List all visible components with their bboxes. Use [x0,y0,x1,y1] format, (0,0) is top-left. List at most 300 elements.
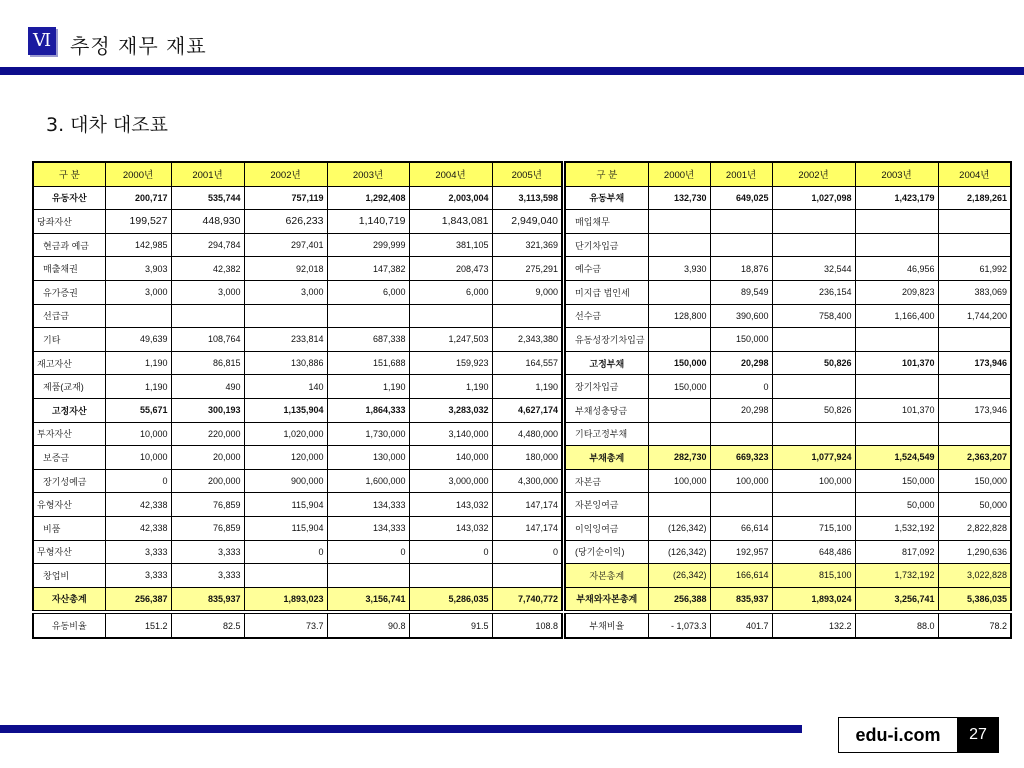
value-cell: 2,003,004 [409,186,492,210]
value-cell: 108.8 [492,612,562,638]
value-cell [492,304,562,328]
chapter-badge: Ⅵ [28,27,56,55]
row-label: 고정부채 [565,351,648,375]
table-row [565,446,1011,470]
value-cell: 86,815 [171,351,244,375]
value-cell: 1,077,924 [772,446,855,470]
value-cell: 1,524,549 [855,446,938,470]
value-cell: 180,000 [492,446,562,470]
value-cell [855,210,938,234]
value-cell: 835,937 [710,587,772,612]
column-header: 2004년 [938,162,1011,186]
row-label: 부채성충당금 [565,398,648,422]
value-cell: 73.7 [244,612,327,638]
value-cell: 900,000 [244,469,327,493]
value-cell: 715,100 [772,516,855,540]
ratio-row [33,612,562,638]
row-label: 매입채무 [565,210,648,234]
value-cell: 297,401 [244,233,327,257]
site-label: edu-i.com [838,717,958,753]
value-cell [648,328,710,352]
value-cell: 9,000 [492,280,562,304]
value-cell: 82.5 [171,612,244,638]
table-row [33,493,562,517]
footer-divider [0,725,802,733]
value-cell: 817,092 [855,540,938,564]
value-cell [772,422,855,446]
value-cell: 159,923 [409,351,492,375]
table-row [565,257,1011,281]
column-header: 2000년 [648,162,710,186]
row-label: 재고자산 [33,351,105,375]
value-cell [938,210,1011,234]
value-cell: 256,387 [105,587,171,612]
value-cell: 10,000 [105,422,171,446]
value-cell [710,422,772,446]
value-cell [855,233,938,257]
row-label: 이익잉여금 [565,516,648,540]
value-cell [105,304,171,328]
liabilities-table [564,161,1012,639]
value-cell: 282,730 [648,446,710,470]
value-cell: 134,333 [327,493,409,517]
value-cell [772,233,855,257]
value-cell: 100,000 [710,469,772,493]
row-label: 장기차입금 [565,375,648,399]
table-row [565,516,1011,540]
value-cell: 200,000 [171,469,244,493]
header-row [565,162,1011,186]
value-cell: 2,949,040 [492,210,562,234]
value-cell [327,304,409,328]
value-cell: 150,000 [648,375,710,399]
value-cell: 0 [327,540,409,564]
value-cell: 134,333 [327,516,409,540]
value-cell: 1,190 [492,375,562,399]
value-cell: 687,338 [327,328,409,352]
value-cell: 299,999 [327,233,409,257]
row-label: 미지급 법인세 [565,280,648,304]
value-cell: 128,800 [648,304,710,328]
value-cell: 10,000 [105,446,171,470]
table-row [565,351,1011,375]
table-row [565,210,1011,234]
value-cell: 300,193 [171,398,244,422]
row-label: (당기순이익) [565,540,648,564]
value-cell: 3,156,741 [327,587,409,612]
table-row [565,186,1011,210]
value-cell: 151.2 [105,612,171,638]
column-header: 구 분 [565,162,648,186]
value-cell: 6,000 [409,280,492,304]
value-cell: 4,300,000 [492,469,562,493]
column-header: 2005년 [492,162,562,186]
value-cell: 1,843,081 [409,210,492,234]
value-cell: 490 [171,375,244,399]
value-cell: 20,000 [171,446,244,470]
table-row [565,375,1011,399]
value-cell: 294,784 [171,233,244,257]
row-label: 선급금 [33,304,105,328]
value-cell: 815,100 [772,564,855,588]
value-cell: 200,717 [105,186,171,210]
row-label: 현금과 예금 [33,233,105,257]
row-label: 유동부채 [565,186,648,210]
value-cell: 383,069 [938,280,1011,304]
value-cell: 1,732,192 [855,564,938,588]
value-cell [171,304,244,328]
value-cell: 0 [710,375,772,399]
row-label: 기타 [33,328,105,352]
value-cell: 49,639 [105,328,171,352]
value-cell: 100,000 [772,469,855,493]
value-cell: 150,000 [648,351,710,375]
table-row [33,422,562,446]
table-row [33,446,562,470]
value-cell: 147,382 [327,257,409,281]
value-cell: 1,744,200 [938,304,1011,328]
value-cell: (126,342) [648,516,710,540]
ratio-row [565,612,1011,638]
value-cell: 108,764 [171,328,244,352]
value-cell: 256,388 [648,587,710,612]
value-cell [648,233,710,257]
row-label: 부채비율 [565,612,648,638]
column-header: 2003년 [327,162,409,186]
value-cell: 20,298 [710,351,772,375]
value-cell: 192,957 [710,540,772,564]
value-cell: 142,985 [105,233,171,257]
value-cell: 209,823 [855,280,938,304]
table-row [33,257,562,281]
value-cell: 76,859 [171,493,244,517]
value-cell: 535,744 [171,186,244,210]
row-label: 유동자산 [33,186,105,210]
header-row [33,162,562,186]
value-cell: 32,544 [772,257,855,281]
value-cell: 208,473 [409,257,492,281]
value-cell [855,328,938,352]
row-label: 유동비율 [33,612,105,638]
value-cell: 3,000 [171,280,244,304]
table-row [565,587,1011,612]
value-cell: 2,822,828 [938,516,1011,540]
value-cell: 150,000 [710,328,772,352]
value-cell: 173,946 [938,398,1011,422]
value-cell: 3,333 [105,540,171,564]
table-row [565,564,1011,588]
value-cell: 50,826 [772,351,855,375]
value-cell: 1,893,024 [772,587,855,612]
value-cell: 151,688 [327,351,409,375]
value-cell [648,398,710,422]
value-cell: (126,342) [648,540,710,564]
value-cell: 390,600 [710,304,772,328]
value-cell: 1,292,408 [327,186,409,210]
value-cell: 143,032 [409,493,492,517]
value-cell: 55,671 [105,398,171,422]
row-label: 자산총계 [33,587,105,612]
value-cell: 321,369 [492,233,562,257]
value-cell: 1,600,000 [327,469,409,493]
table-row [33,375,562,399]
value-cell: 236,154 [772,280,855,304]
value-cell: 1,027,098 [772,186,855,210]
table-row [33,304,562,328]
value-cell: 1,190 [105,351,171,375]
value-cell: 166,614 [710,564,772,588]
row-label: 자본총계 [565,564,648,588]
value-cell: 381,105 [409,233,492,257]
table-row [33,398,562,422]
value-cell: 46,956 [855,257,938,281]
value-cell: 3,930 [648,257,710,281]
value-cell: 164,557 [492,351,562,375]
value-cell: 140 [244,375,327,399]
section-title: 3. 대차 대조표 [46,114,168,136]
value-cell: 0 [105,469,171,493]
value-cell: 0 [409,540,492,564]
value-cell: 4,627,174 [492,398,562,422]
value-cell: 130,886 [244,351,327,375]
row-label: 유가증권 [33,280,105,304]
column-header: 2002년 [772,162,855,186]
column-header: 2000년 [105,162,171,186]
value-cell: 120,000 [244,446,327,470]
value-cell: 3,333 [171,564,244,588]
value-cell [938,422,1011,446]
value-cell: 1,166,400 [855,304,938,328]
value-cell: 0 [244,540,327,564]
value-cell: 5,286,035 [409,587,492,612]
value-cell: 42,338 [105,516,171,540]
table-row [33,233,562,257]
value-cell: 147,174 [492,493,562,517]
value-cell: 3,000 [244,280,327,304]
value-cell [492,564,562,588]
value-cell: 3,022,828 [938,564,1011,588]
value-cell [648,280,710,304]
value-cell: 150,000 [938,469,1011,493]
value-cell [244,304,327,328]
value-cell: 92,018 [244,257,327,281]
table-row [565,540,1011,564]
value-cell: 100,000 [648,469,710,493]
value-cell: 758,400 [772,304,855,328]
row-label: 투자자산 [33,422,105,446]
value-cell: 835,937 [171,587,244,612]
value-cell: 147,174 [492,516,562,540]
value-cell: 89,549 [710,280,772,304]
column-header: 2001년 [710,162,772,186]
table-row [33,280,562,304]
table-row [33,540,562,564]
value-cell: 140,000 [409,446,492,470]
value-cell: 0 [492,540,562,564]
value-cell [327,564,409,588]
value-cell: 61,992 [938,257,1011,281]
row-label: 고정자산 [33,398,105,422]
value-cell: (26,342) [648,564,710,588]
value-cell: 101,370 [855,351,938,375]
value-cell: 88.0 [855,612,938,638]
value-cell [648,210,710,234]
row-label: 당좌자산 [33,210,105,234]
table-row [565,422,1011,446]
table-row [33,186,562,210]
table-row [33,469,562,493]
value-cell: 50,826 [772,398,855,422]
value-cell [772,210,855,234]
value-cell: 42,338 [105,493,171,517]
value-cell [710,493,772,517]
value-cell: 1,135,904 [244,398,327,422]
value-cell: 4,480,000 [492,422,562,446]
value-cell: - 1,073.3 [648,612,710,638]
value-cell [648,493,710,517]
value-cell: 90.8 [327,612,409,638]
value-cell: 132.2 [772,612,855,638]
value-cell: 3,333 [105,564,171,588]
value-cell: 115,904 [244,516,327,540]
value-cell: 132,730 [648,186,710,210]
value-cell: 66,614 [710,516,772,540]
value-cell: 173,946 [938,351,1011,375]
table-row [33,210,562,234]
row-label: 무형자산 [33,540,105,564]
value-cell: 1,730,000 [327,422,409,446]
value-cell: 648,486 [772,540,855,564]
value-cell [772,328,855,352]
value-cell: 3,256,741 [855,587,938,612]
header-divider [0,67,1024,75]
value-cell: 1,190 [327,375,409,399]
row-label: 부채총계 [565,446,648,470]
value-cell: 6,000 [327,280,409,304]
value-cell [938,375,1011,399]
table-row [565,328,1011,352]
value-cell: 42,382 [171,257,244,281]
value-cell: 626,233 [244,210,327,234]
value-cell [855,375,938,399]
value-cell: 3,113,598 [492,186,562,210]
value-cell: 3,903 [105,257,171,281]
row-label: 제품(교재) [33,375,105,399]
value-cell: 3,333 [171,540,244,564]
value-cell: 2,189,261 [938,186,1011,210]
value-cell: 76,859 [171,516,244,540]
column-header: 2004년 [409,162,492,186]
value-cell: 20,298 [710,398,772,422]
value-cell: 130,000 [327,446,409,470]
table-row [565,280,1011,304]
value-cell [409,304,492,328]
column-header: 2002년 [244,162,327,186]
value-cell: 5,386,035 [938,587,1011,612]
value-cell: 1,893,023 [244,587,327,612]
value-cell: 2,343,380 [492,328,562,352]
table-row [565,233,1011,257]
value-cell: 91.5 [409,612,492,638]
value-cell: 150,000 [855,469,938,493]
row-label: 자본잉여금 [565,493,648,517]
value-cell: 3,140,000 [409,422,492,446]
table-row [565,469,1011,493]
value-cell [938,233,1011,257]
value-cell: 78.2 [938,612,1011,638]
value-cell: 7,740,772 [492,587,562,612]
value-cell [710,233,772,257]
value-cell: 401.7 [710,612,772,638]
value-cell: 220,000 [171,422,244,446]
column-header: 구 분 [33,162,105,186]
table-row [33,516,562,540]
row-label: 선수금 [565,304,648,328]
row-label: 유동성장기차입금 [565,328,648,352]
value-cell: 50,000 [938,493,1011,517]
row-label: 유형자산 [33,493,105,517]
table-row [565,304,1011,328]
value-cell: 3,283,032 [409,398,492,422]
page-number: 27 [957,717,999,753]
value-cell: 199,527 [105,210,171,234]
value-cell [409,564,492,588]
value-cell [710,210,772,234]
value-cell: 3,000,000 [409,469,492,493]
value-cell: 1,020,000 [244,422,327,446]
value-cell [938,328,1011,352]
value-cell: 143,032 [409,516,492,540]
table-row [33,587,562,612]
value-cell: 448,930 [171,210,244,234]
value-cell: 669,323 [710,446,772,470]
assets-table [32,161,563,639]
value-cell: 757,119 [244,186,327,210]
value-cell [855,422,938,446]
table-row [33,351,562,375]
value-cell: 115,904 [244,493,327,517]
table-row [565,398,1011,422]
row-label: 보증금 [33,446,105,470]
row-label: 창업비 [33,564,105,588]
row-label: 예수금 [565,257,648,281]
value-cell: 1,290,636 [938,540,1011,564]
value-cell: 1,140,719 [327,210,409,234]
table-row [33,564,562,588]
value-cell [772,493,855,517]
value-cell [772,375,855,399]
value-cell: 275,291 [492,257,562,281]
row-label: 매출채권 [33,257,105,281]
value-cell: 649,025 [710,186,772,210]
value-cell: 1,864,333 [327,398,409,422]
column-header: 2001년 [171,162,244,186]
row-label: 기타고정부채 [565,422,648,446]
row-label: 장기성예금 [33,469,105,493]
value-cell: 1,423,179 [855,186,938,210]
value-cell: 2,363,207 [938,446,1011,470]
value-cell: 1,247,503 [409,328,492,352]
table-row [33,328,562,352]
value-cell: 233,814 [244,328,327,352]
value-cell: 1,532,192 [855,516,938,540]
value-cell: 1,190 [105,375,171,399]
value-cell: 3,000 [105,280,171,304]
row-label: 단기차입금 [565,233,648,257]
value-cell: 1,190 [409,375,492,399]
value-cell [648,422,710,446]
value-cell: 50,000 [855,493,938,517]
